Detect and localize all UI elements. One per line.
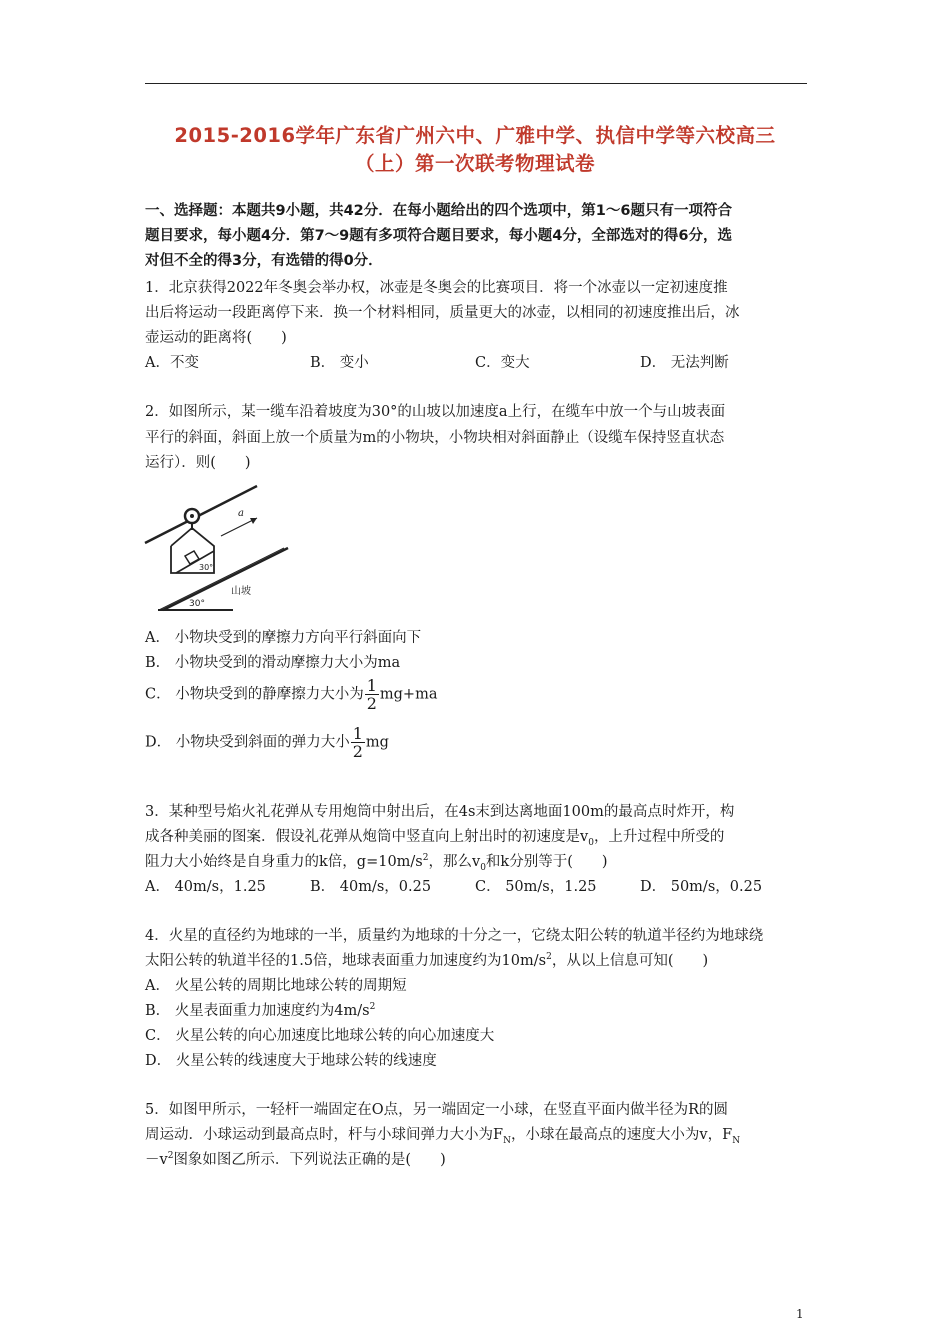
cable-car-figure (143, 478, 293, 613)
q4-option-b-text: B． 火星表面重力加速度约为4m/s (145, 1003, 370, 1019)
q2-option-c (145, 677, 437, 712)
q1-option-b: B． 变小 (310, 355, 369, 371)
q5-line-1: 5．如图甲所示，一轻杆一端固定在O点，另一端固定一小球，在竖直平面内做半径为R的圆 (145, 1102, 729, 1118)
q5-line-3-text-end: 图象如图乙所示．下列说法正确的是( ) (173, 1152, 446, 1168)
q1-line-3: 壶运动的距离将( ) (145, 330, 287, 346)
slope-label: 山坡 (231, 586, 251, 597)
q4-option-a: A． 火星公转的周期比地球公转的周期短 (145, 978, 407, 994)
q3-line-3-text-end: 和k分别等于( ) (485, 854, 608, 870)
q1-line-2: 出后将运动一段距离停下来．换一个材料相同，质量更大的冰壶，以相同的初速度推出后，冰 (145, 305, 740, 321)
fraction-denominator: 2 (352, 742, 363, 761)
q2-option-c-text: C． 小物块受到的静摩擦力大小为 (145, 686, 364, 703)
q2-option-c-expr: mg+ma (379, 686, 438, 703)
subscript: 0 (480, 862, 486, 873)
q2-line-3: 运行）．则( ) (145, 455, 251, 471)
inner-angle-label: 30° (199, 563, 214, 572)
q3-option-a: A． 40m/s，1.25 (145, 879, 266, 895)
q3-line-2-text: 成各种美丽的图案．假设礼花弹从炮筒中竖直向上射出时的初速度是v (145, 829, 589, 845)
q2-option-d (145, 725, 389, 760)
q2-option-a: A． 小物块受到的摩擦力方向平行斜面向下 (145, 630, 422, 646)
q3-line-1: 3．某种型号焰火礼花弹从专用炮筒中射出后，在4s末到达离地面100m的最高点时炸开，构 (145, 804, 735, 820)
q3-option-c: C． 50m/s，1.25 (475, 879, 597, 895)
q4-line-2 (145, 949, 708, 970)
q4-line-1: 4．火星的直径约为地球的一半，质量约为地球的十分之一，它绕太阳公转的轨道半径约为地球绕 (145, 928, 764, 944)
acceleration-label: a (238, 508, 244, 519)
q2-option-b: B． 小物块受到的滑动摩擦力大小为ma (145, 655, 401, 671)
q3-line-3 (145, 850, 608, 873)
slope-line-inner (159, 548, 284, 610)
q4-option-b (145, 999, 375, 1020)
q5-line-2-text-mid: ，小球在最高点的速度大小为v，F (510, 1127, 733, 1143)
q3-line-3-text-mid: ，那么v (428, 854, 481, 870)
section-line-1: 一、选择题：本题共9小题，共42分．在每小题给出的四个选项中，第1～6题只有一项符合 (145, 203, 732, 219)
slope-line-outer (163, 548, 288, 610)
fraction-denominator: 2 (366, 694, 377, 713)
q5-line-2 (145, 1123, 740, 1146)
q5-line-3 (145, 1148, 446, 1169)
subscript: N (503, 1135, 511, 1146)
fraction-numerator: 1 (366, 676, 377, 695)
section-instructions (145, 199, 810, 274)
superscript: 2 (167, 1151, 174, 1162)
q1-option-d: D． 无法判断 (640, 355, 729, 371)
q3-option-d: D． 50m/s，0.25 (640, 879, 763, 895)
superscript: 2 (546, 952, 552, 963)
q5-line-3-text: －v (145, 1152, 168, 1168)
q3-line-3-text: 阻力大小始终是自身重力的k倍，g=10m/s (145, 854, 423, 870)
q3-line-2 (145, 825, 724, 848)
q2-line-1: 2．如图所示，某一缆车沿着坡度为30°的山坡以加速度a上行，在缆车中放一个与山坡表面 (145, 404, 726, 420)
q4-line-2-text: 太阳公转的轨道半径的1.5倍，地球表面重力加速度约为10m/s (145, 953, 547, 969)
q1-option-c: C．变大 (475, 355, 530, 371)
q2-line-2: 平行的斜面，斜面上放一个质量为m的小物块，小物块相对斜面静止（设缆车保持竖直状态 (145, 430, 725, 446)
pulley-axle (190, 514, 194, 518)
small-block (185, 551, 199, 564)
q5-line-2-text: 周运动．小球运动到最高点时，杆与小球间弹力大小为F (145, 1127, 504, 1143)
slope-angle-label: 30° (189, 599, 205, 609)
title-line-2: （上）第一次联考物理试卷 (354, 152, 595, 175)
q4-option-c: C． 火星公转的向心加速度比地球公转的向心加速度大 (145, 1028, 495, 1044)
q4-line-2-text-end: ，从以上信息可知( ) (551, 953, 709, 969)
header-rule (145, 83, 807, 84)
subscript: 0 (588, 837, 594, 848)
superscript: 2 (369, 1002, 376, 1013)
half-fraction (351, 725, 365, 760)
q2-option-d-expr: mg (365, 734, 389, 751)
page-number: 1 (796, 1307, 804, 1321)
section-line-2: 题目要求，每小题4分．第7～9题有多项符合题目要求，每小题4分，全部选对的得6分，选 (145, 228, 732, 244)
q1-line-1: 1．北京获得2022年冬奥会举办权，冰壶是冬奥会的比赛项目．将一个冰壶以一定初速度推 (145, 280, 728, 296)
q1-option-a: A．不变 (145, 355, 199, 371)
subscript: N (732, 1135, 741, 1146)
q3-option-b: B． 40m/s，0.25 (310, 879, 432, 895)
title-line-1: 2015-2016学年广东省广州六中、广雅中学、执信中学等六校高三 (174, 124, 776, 147)
fraction-numerator: 1 (352, 724, 363, 743)
q4-option-d: D． 火星公转的线速度大于地球公转的线速度 (145, 1053, 437, 1069)
q2-option-d-text: D． 小物块受到斜面的弹力大小 (145, 734, 350, 751)
half-fraction (365, 677, 379, 712)
q3-line-2-text-end: ，上升过程中所受的 (593, 829, 725, 845)
section-line-3: 对但不全的得3分，有选错的得0分． (145, 253, 383, 269)
superscript: 2 (422, 853, 429, 864)
